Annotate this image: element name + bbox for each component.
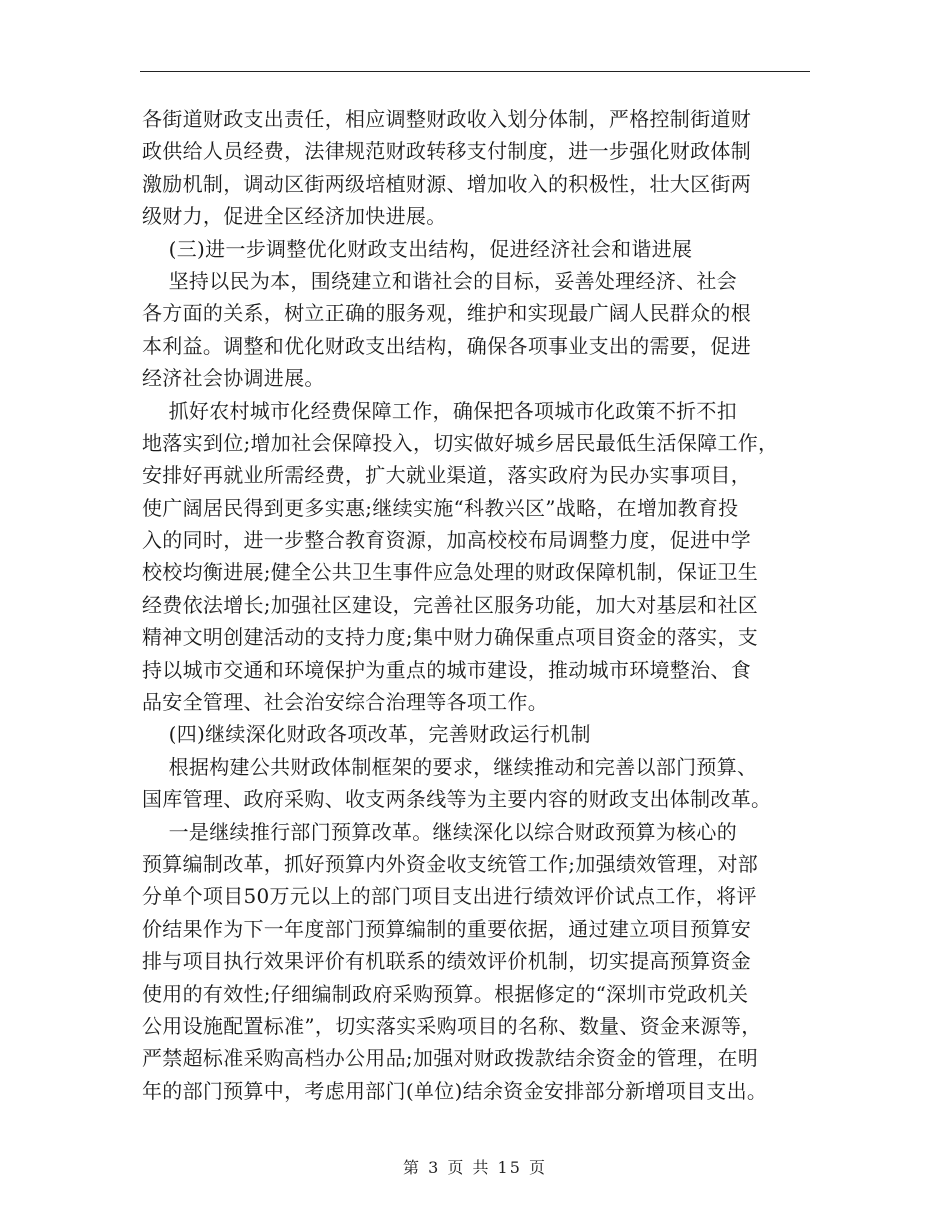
text-line: 安排好再就业所需经费，扩大就业渠道，落实政府为民办实事项目， — [142, 463, 751, 488]
section-heading-3: (三)进一步调整优化财政支出结构，促进经济社会和谐进展 — [142, 236, 693, 261]
body-text — [142, 103, 812, 1107]
text-line: 一是继续推行部门预算改革。继续深化以综合财政预算为核心的 — [142, 819, 738, 844]
text-line: 各方面的关系，树立正确的服务观，维护和实现最广阔人民群众的根 — [142, 301, 751, 326]
text-line: 根据构建公共财政体制框架的要求，继续推动和完善以部门预算、 — [142, 754, 758, 779]
text-line: 严禁超标准采购高档办公用品;加强对财政拨款结余资金的管理，在明 — [142, 1046, 759, 1071]
text-line: 政供给人员经费，法律规范财政转移支付制度，进一步强化财政体制 — [142, 139, 751, 164]
text-line: 使广阔居民得到更多实惠;继续实施“科教兴区”战略，在增加教育投 — [142, 495, 739, 520]
text-line: 排与项目执行效果评价有机联系的绩效评价机制，切实提高预算资金 — [142, 949, 751, 974]
text-line: 经济社会协调进展。 — [142, 366, 325, 391]
text-line: 地落实到位;增加社会保障投入，切实做好城乡居民最低生活保障工作， — [142, 430, 779, 455]
text-line: 价结果作为下一年度部门预算编制的重要依据，通过建立项目预算安 — [142, 916, 751, 941]
text-line: 经费依法增长;加强社区建设，完善社区服务功能，加大对基层和社区 — [142, 592, 759, 617]
text-line: 本利益。调整和优化财政支出结构，确保各项事业支出的需要，促进 — [142, 333, 751, 358]
text-line: 坚持以民为本，围绕建立和谐社会的目标，妥善处理经济、社会 — [142, 268, 738, 293]
text-line: 级财力，促进全区经济加快进展。 — [142, 204, 447, 229]
text-line: 预算编制改革，抓好预算内外资金收支统管工作;加强绩效管理，对部 — [142, 851, 759, 876]
section-heading-4: (四)继续深化财政各项改革，完善财政运行机制 — [142, 722, 591, 747]
text-line: 精神文明创建活动的支持力度;集中财力确保重点项目资金的落实，支 — [142, 625, 759, 650]
page-number-footer: 第 3 页 共 15 页 — [403, 1158, 547, 1177]
text-line: 年的部门预算中，考虑用部门(单位)结余资金安排部分新增项目支出。 — [142, 1078, 768, 1103]
text-line: 校校均衡进展;健全公共卫生事件应急处理的财政保障机制，保证卫生 — [142, 560, 759, 585]
text-line: 公用设施配置标准”，切实落实采购项目的名称、数量、资金来源等， — [142, 1013, 762, 1038]
text-line: 持以城市交通和环境保护为重点的城市建设，推动城市环境整治、食 — [142, 657, 751, 682]
text-line: 各街道财政支出责任，相应调整财政收入划分体制，严格控制街道财 — [142, 107, 751, 131]
text-line: 抓好农村城市化经费保障工作，确保把各项城市化政策不折不扣 — [142, 398, 738, 423]
text-line: 入的同时，进一步整合教育资源，加高校校布局调整力度，促进中学 — [142, 528, 751, 553]
text-line: 国库管理、政府采购、收支两条线等为主要内容的财政支出体制改革。 — [142, 787, 772, 812]
text-line: 使用的有效性;仔细编制政府采购预算。根据修定的“深圳市党政机关 — [142, 981, 749, 1006]
header-rule — [140, 71, 810, 72]
text-line: 品安全管理、社会治安综合治理等各项工作。 — [142, 690, 548, 715]
text-line: 分单个项目50万元以上的部门项目支出进行绩效评价试点工作，将评 — [142, 884, 757, 909]
text-line: 激励机制，调动区街两级培植财源、增加收入的积极性，壮大区街两 — [142, 171, 751, 196]
